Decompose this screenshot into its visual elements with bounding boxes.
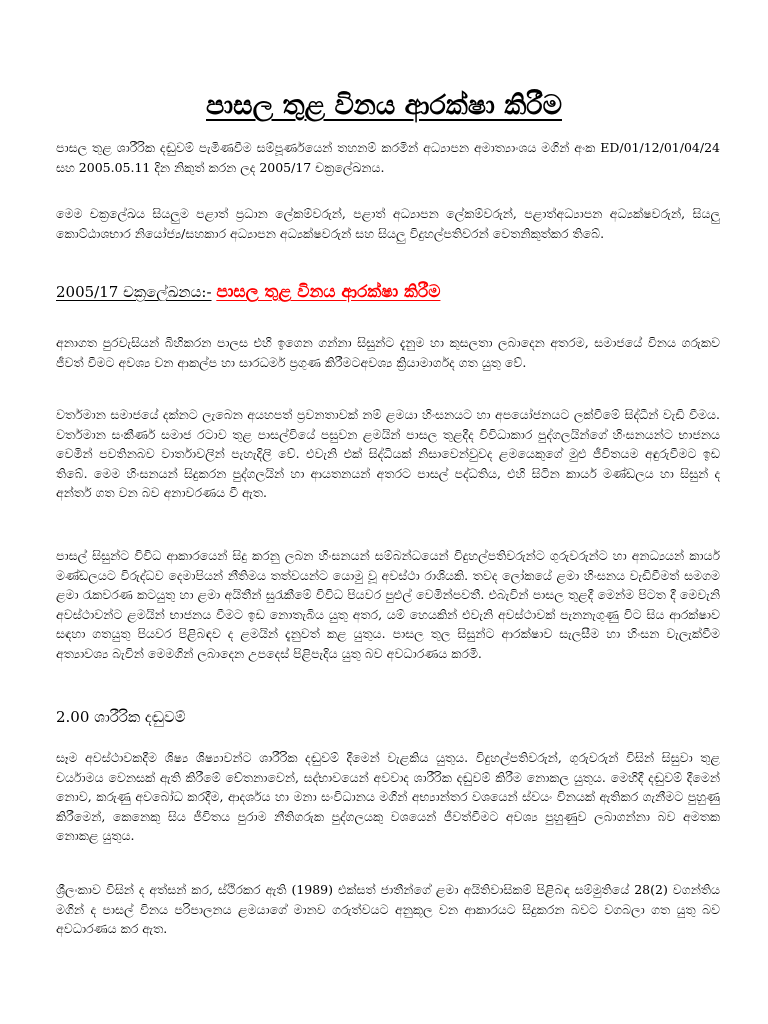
body-paragraph-5: ශ්‍රීලංකාව විසින් ද අත්සන් කර, ස්ථිරකර ඇති (1989) එක්සත් ජාතීන්ගේ ළමා අයිතිවාසිකම් පිළිබඳ සම්මුතියේ 28(2) වගන්තිය මගින් ද පාසල් විනය පරිපාලනය ළමයාගේ මානව ගරුත්වයට අනුකූල වන ආකාරයට සිදුකරන බවට වගබලා ගත යුතු බව අවධාරණය කර ඇත. [56,882,720,936]
circular-number: 2005/17 චක්‍රලේඛනය:- [56,283,212,301]
section-heading: 2.00 ශාරීරික දඬුවම් [56,708,186,726]
intro-paragraph-1: පාසල තුළ ශාරීරික දඬුවම් පැමිණවීම සම්පූර්ණයෙන් තහනම් කරමින් අධ්‍යාපන අමාත්‍යාංශය මගින් අංක ED/01/12/01/04/24 සහ 2005.05.11 දින නිකුත් කරන ලද 2005/17 චක්‍රලේඛනය. [56,140,720,175]
body-paragraph-4: සෑම අවස්ථාවකදීම ශිෂ්‍ය ශිෂ්‍යාවන්ට ශාරීරික දඬුවම් දීමෙන් වැළකිය යුතුය. විදුහල්පතිවරුන්, ගුරුවරුන් විසින් සිසුවා තුළ චර්යාමය වෙනසක් ඇති කිරීමේ චේතනාවෙන්, සද්භාවයෙන් අවවාද ශාරීරික දඬුවම් කිරීම නොකල යුතුය. මෙහිදී දඬුවම් දීමෙන් නොව, කරුණු අවබෝධ කරදීම, ආදර්ශය හා මනා සංවිධානය මගින් අභ්‍යාන්තර වශයෙන් ස්වයං විනයක් ඇතිකර ගැනීමට පුහුණු කිරීමෙන්, කෙනෙකු සිය ජීවිතය පුරාම නීතිගරුක පුද්ගලයකු වශයෙන් ජීවත්වීමට අවශ්‍ය පුහුණුව ලබාගන්නා බව අමතක නොකළ යුතුය. [56,750,720,843]
body-paragraph-1: අනාගත පුරවැසියන් බිහිකරන පාලස එහි ඉගෙන ගන්නා සිසුන්ට දැනුම හා කුසලතා ලබාදෙන අතරම, සමාජයේ විනය ගරුකව ජීවත් වීමට අවශ්‍ය වන ආකල්ප හා සාරධර්ම ප්‍රගුණ කිරීමටඅවශ්‍ය ක්‍රියාමාර්ගද ගත යුතු වේ. [56,335,720,370]
body-paragraph-2: වර්තමාන සමාජයේ දක්නට ලැබෙන අයහපත් ප්‍රවනතාවක් නම් ළමයා හිංසනයට හා අපයෝජනයට ලක්වීමේ සිද්ධීන් වැඩි වීමය. වර්තමාන සංකීර්ණ සමාජ රටාව තුළ පාසල්වියේ පසුවන ළමයින් පාසල තුළදීද විවිධාකාර පුද්ගලයින්ගේ හිංසනයන්ට භාජනය වෙමින් පවතිනබව වාර්තාවලින් පැහැදිලි වේ. එවැනි එක් සිද්ධියක් නිසාවෙන්වුවද ළමයෙකුගේ මුළු ජීවිතයම අඳුරුවීමට ඉඩ තිබේ. මෙම හිංසනයන් සිදුකරන පුද්ගලයින් හා ආයතනයන් අතරට පාසල් පද්ධතිය, එහි සිටින කාර්ය මණ්ඩලය හා සිසුන් ද අන්තර් ගත වන බව අනාවරණය වී ඇත. [56,407,720,500]
circular-heading [56,278,440,306]
circular-title: පාසල තුළ විනය ආරක්ෂා කිරීම [216,282,441,302]
body-paragraph-3: පාසල් සිසුන්ට විවිධ ආකාරයෙන් සිදු කරනු ලබන හිංසනයන් සම්බන්ධයෙන් විදුහල්පතිවරුන්ට ගුරුවරුන්ට හා අනධ්‍යයන් කාර්ය මණ්ඩලයට විරුද්ධව දෙමාපියන් නීතිමය තත්වයන්ට යොමු වූ අවස්ථා රාශියකි. තවද ලෝකයේ ළමා හිංසනය වැඩිවීමත් සමගම ළමා රැකවරණ කටයුතු හා ළමා අයිතීන් සුරැකීමේ විවිධ පියවර පුළුල් වෙමින්පවතී. එබැවින් පාසල තුළදී මෙන්ම පිටත දී මෙවැනි අවස්ථාවන්ට ළමයින් භාජනය වීමට ඉඩ නොතැබිය යුතු අතර, යම් හෙයකින් එවැනි අවස්ථාවක් පැනනැගුණු විට සිය ආරක්ෂාව සඳහා ගතයුතු පියවර පිළිබඳව ද ළමයින් දැනුවත් කළ යුතුය. පාසල තුල සිසුන්ට ආරක්ෂාව සැලසීම හා හිංසන වැලැක්වීම අත්‍යාවශ්‍ය බැවින් මෙමගින් ලබාදෙන උපදෙස් පිළිපැදිය යුතු බව අවධාරණය කරමි. [56,548,720,661]
intro-paragraph-2: මෙම චක්‍රලේඛය සියලුම පළාත් ප්‍රධාන ලේකම්වරුන්, පළාත් අධ්‍යාපන ලේකම්වරුන්, පළාත්අධ්‍යාපන අධ්‍යක්ෂවරුන්, සියලු කොට්ඨාශභාර නියෝජ්‍ය/සහකාර අධ්‍යාපන අධ්‍යක්ෂවරුන් සහ සියලු විදුහල්පතිවරන් වෙතනිකුත්කර තිබේ. [56,206,720,241]
document-title: පාසල තුළ විනය ආරක්ෂා කිරීම [206,90,562,121]
